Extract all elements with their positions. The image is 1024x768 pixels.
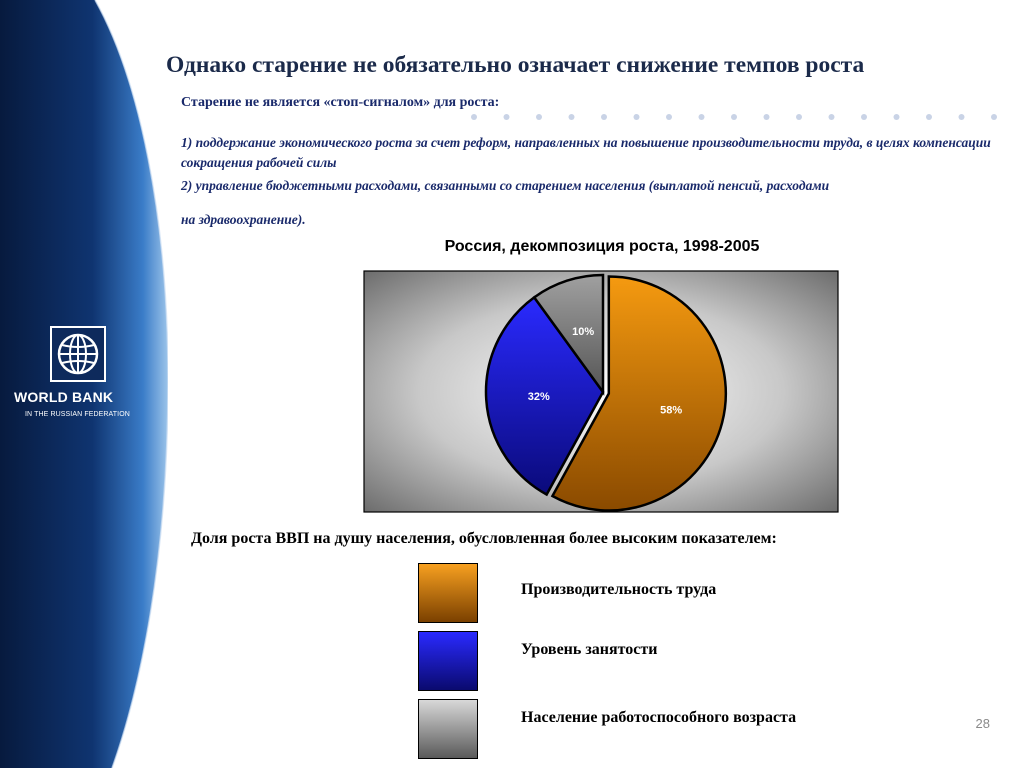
logo-subtitle: IN THE RUSSIAN FEDERATION: [25, 411, 130, 418]
decorative-dots: [470, 113, 1000, 121]
sidebar-background: [0, 0, 168, 768]
pie-data-label-2: 32%: [527, 391, 550, 404]
pie-chart: [363, 270, 839, 513]
subtitle: Старение не является «стоп-сигналом» для роста:: [181, 95, 500, 110]
legend-swatch-orange: [418, 563, 478, 623]
list-item-2: [181, 176, 1011, 230]
chart-title: Россия, декомпозиция роста, 1998-2005: [444, 238, 760, 255]
list-item-2-line1: 2) управление бюджетными расходами, связанными со старением населения (выплатой пенсий, расходами: [181, 178, 830, 193]
legend-label: Уровень занятости: [521, 641, 658, 658]
legend-item-working-age-population: [418, 699, 1018, 761]
page-title: Однако старение не обязательно означает снижение темпов роста: [166, 52, 865, 78]
page-number: 28: [975, 716, 990, 731]
globe-icon: [50, 326, 106, 382]
legend-item-employment: [418, 631, 1018, 693]
legend-swatch-gray: [418, 699, 478, 759]
legend-item-labor-productivity: [418, 563, 1018, 625]
list-item-2-line2: на здравоохранение).: [181, 212, 306, 227]
legend-swatch-blue: [418, 631, 478, 691]
list-item-1: 1) поддержание экономического роста за счет реформ, направленных на повышение производительности труда, в целях компенсации сокращения рабочей силы: [181, 135, 991, 170]
legend-label: Производительность труда: [521, 581, 717, 598]
legend-caption: Доля роста ВВП на душу населения, обусловленная более высоким показателем:: [191, 530, 777, 547]
pie-data-label-1: 58%: [660, 404, 683, 417]
legend-label: Население работоспособного возраста: [521, 709, 797, 726]
pie-data-label-3: 10%: [572, 325, 595, 338]
logo-title: WORLD BANK: [14, 389, 114, 405]
sidebar: [0, 0, 168, 768]
pie-chart-svg: [363, 270, 839, 513]
